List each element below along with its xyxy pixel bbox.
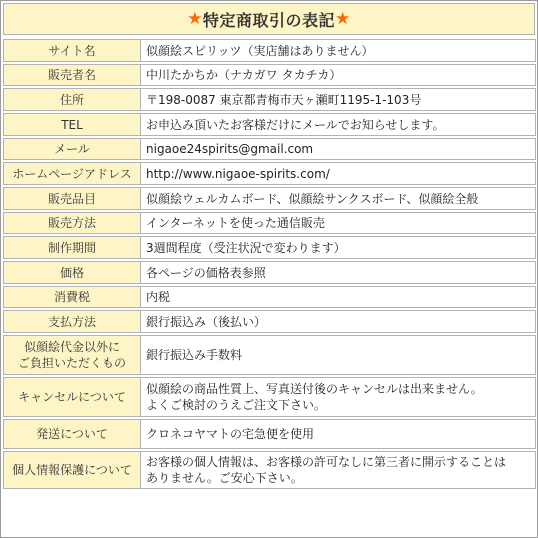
row-value: 銀行振込み（後払い） [141, 310, 536, 333]
row-value-line: お客様の個人情報は、お客様の許可なしに第三者に開示することは [146, 455, 507, 469]
table-row [3, 419, 536, 449]
row-value: 〒198-0087 東京都青梅市天ヶ瀬町1195-1-103号 [141, 88, 536, 111]
row-label: キャンセルについて [3, 377, 141, 417]
row-label: 制作期間 [3, 236, 141, 259]
row-value: 似顔絵スピリッツ（実店舗はありません） [141, 39, 536, 62]
row-label: メール [3, 138, 141, 160]
row-value: インターネットを使った通信販売 [141, 212, 536, 234]
table-row [3, 64, 536, 86]
commerce-info-table [3, 37, 536, 491]
table-row [3, 187, 536, 210]
row-label: 個人情報保護について [3, 451, 141, 489]
star-icon: ★ [187, 9, 203, 29]
table-row [3, 335, 536, 375]
row-value [141, 451, 536, 489]
row-value: クロネコヤマトの宅急便を使用 [141, 419, 536, 449]
row-label: 価格 [3, 261, 141, 284]
table-row [3, 113, 536, 136]
row-label: 消費税 [3, 286, 141, 308]
row-label-line: ご負担いただくもの [17, 356, 126, 370]
table-row [3, 286, 536, 308]
row-value-line: よくご検討のうえご注文下さい。 [146, 398, 327, 412]
table-row [3, 377, 536, 417]
table-row [3, 261, 536, 284]
homepage-url-value[interactable]: http://www.nigaoe-spirits.com/ [141, 162, 536, 185]
row-label: 住所 [3, 88, 141, 111]
row-value: 似顔絵ウェルカムボード、似顔絵サンクスボード、似顔絵全般 [141, 187, 536, 210]
row-value: 内税 [141, 286, 536, 308]
row-value: お申込み頂いたお客様だけにメールでお知らせします。 [141, 113, 536, 136]
row-label: 販売方法 [3, 212, 141, 234]
row-label: 販売品目 [3, 187, 141, 210]
row-label: 発送について [3, 419, 141, 449]
row-label [3, 335, 141, 375]
row-value-line: ありません。ご安心下さい。 [146, 471, 303, 485]
page-title-text: 特定商取引の表記 [202, 10, 335, 30]
row-value: 3週間程度（受注状況で変わります） [141, 236, 536, 259]
row-label: TEL [3, 113, 141, 136]
row-value-line: 似顔絵の商品性質上、写真送付後のキャンセルは出来ません。 [146, 382, 483, 396]
table-row [3, 39, 536, 62]
row-label: サイト名 [3, 39, 141, 62]
table-row [3, 451, 536, 489]
row-value [141, 377, 536, 417]
table-row [3, 138, 536, 160]
row-value: 銀行振込み手数料 [141, 335, 536, 375]
table-row [3, 310, 536, 333]
table-row [3, 162, 536, 185]
star-icon: ★ [335, 9, 351, 29]
row-label-line: 似顔絵代金以外に [23, 340, 120, 354]
row-value: 各ページの価格表参照 [141, 261, 536, 284]
table-row [3, 212, 536, 234]
table-row [3, 88, 536, 111]
row-label: 販売者名 [3, 64, 141, 86]
email-value[interactable]: nigaoe24spirits@gmail.com [141, 138, 536, 160]
row-label: ホームページアドレス [3, 162, 141, 185]
page-title [3, 3, 535, 35]
row-label: 支払方法 [3, 310, 141, 333]
row-value: 中川たかちか（ナカガワ タカチカ） [141, 64, 536, 86]
table-row [3, 236, 536, 259]
